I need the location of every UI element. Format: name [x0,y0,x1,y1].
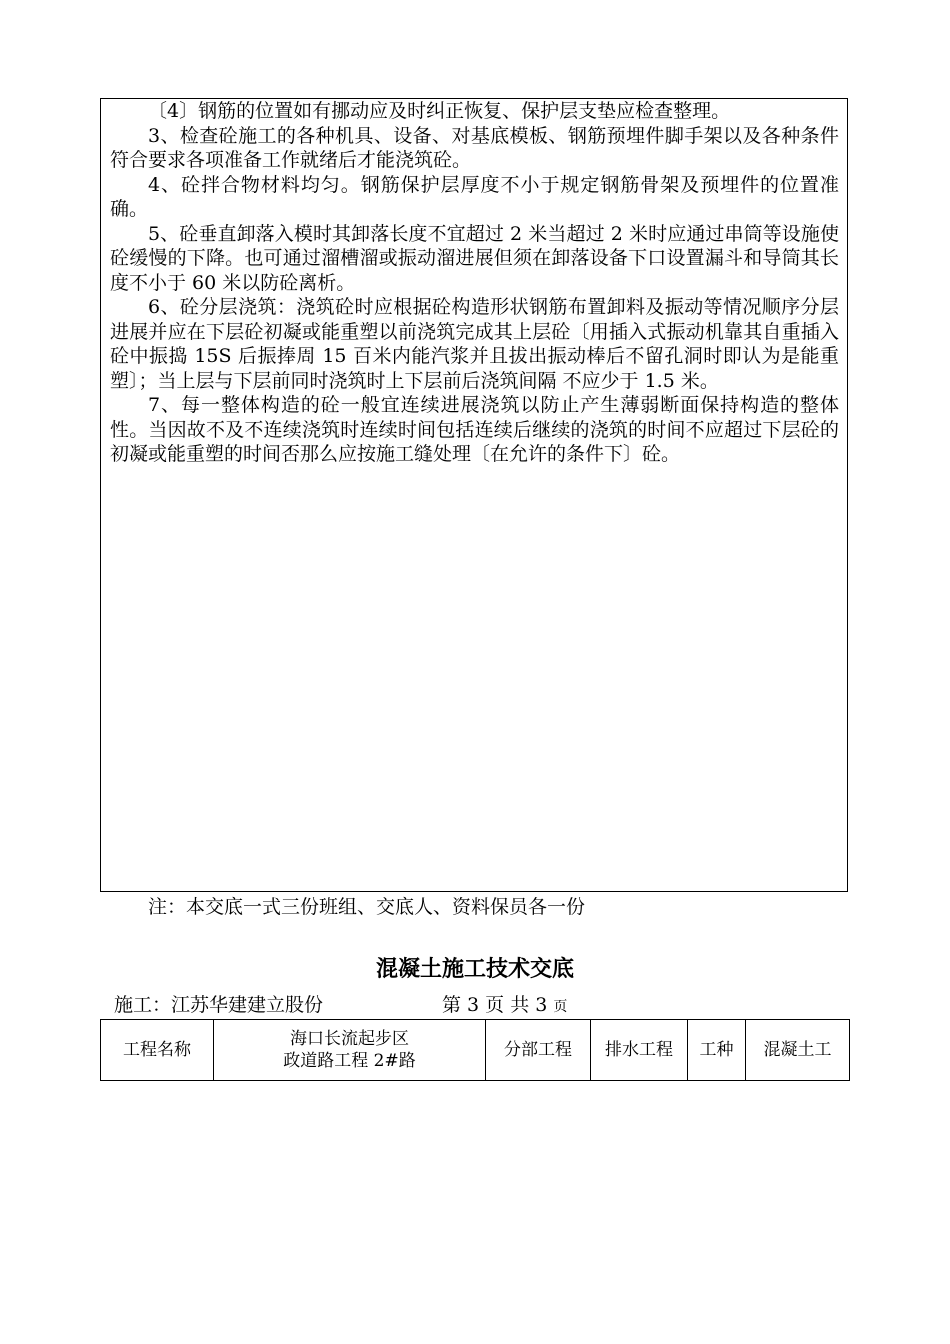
paragraph-item-7: 7、每一整体构造的砼一般宜连续进展浇筑以防止产生薄弱断面保持构造的整体性。当因故不及不连续浇筑时连续时间包括连续后继续的浇筑的时间不应超过下层砼的初凝或能重塑的时间否那么应按施工缝处理〔在允许的条件下〕砼。 [110,394,839,465]
paragraph-item-6: 6、砼分层浇筑：浇筑砼时应根据砼构造形状钢筋布置卸料及振动等情况顺序分层进展并应在下层砼初凝或能重塑以前浇筑完成其上层砼〔用插入式振动机靠其自重插入砼中振捣 15S 后振捧周 15 百米内能汽浆并且拔出振动棒后不留孔洞时即认为是能重塑〕；当上层与下层前同时浇筑时上下层前后浇筑间隔 不应少于 1.5 米。 [110,296,839,392]
project-name-line-1: 海口长流起步区 [290,1029,409,1049]
meta-row [114,993,567,1019]
page-title: 混凝土施工技术交底 [375,956,574,982]
page-suffix: 页 [553,999,568,1015]
paragraph-rebar-position: 〔4〕钢筋的位置如有挪动应及时纠正恢复、保护层支垫应检查整理。 [148,100,731,122]
paragraph-item-3: 3、检查砼施工的各种机具、设备、对基底模板、钢筋预埋件脚手架以及各种条件符合要求各项准备工作就绪后才能浇筑砼。 [110,124,839,171]
sub-project-value: 排水工程 [591,1020,688,1081]
sub-project-label: 分部工程 [486,1020,591,1081]
trade-label: 工种 [688,1020,746,1081]
project-name-line-2: 政道路工程 2#路 [283,1051,416,1071]
project-name-label: 工程名称 [101,1020,214,1081]
trade-value: 混凝土工 [746,1020,850,1081]
project-info-table [100,1019,850,1081]
construction-company: 施工：江苏华建建立股份 [114,994,324,1016]
paragraph-item-5: 5、砼垂直卸落入模时其卸落长度不宜超过 2 米当超过 2 米时应通过串筒等设施使砼缓慢的下降。也可通过溜槽溜或振动溜进展但须在卸落设备下口设置漏斗和导筒其长度不小于 60 米以防砼离析。 [110,222,839,294]
project-name-value [214,1020,486,1081]
page-number: 第 3 页 共 3 [442,994,548,1016]
copies-note: 注：本交底一式三份班组、交底人、资料保员各一份 [148,896,586,918]
table-row [101,1020,850,1081]
content-box [100,98,848,892]
paragraph-item-4: 4、砼拌合物材料均匀。钢筋保护层厚度不小于规定钢筋骨架及预埋件的位置准确。 [110,173,839,220]
